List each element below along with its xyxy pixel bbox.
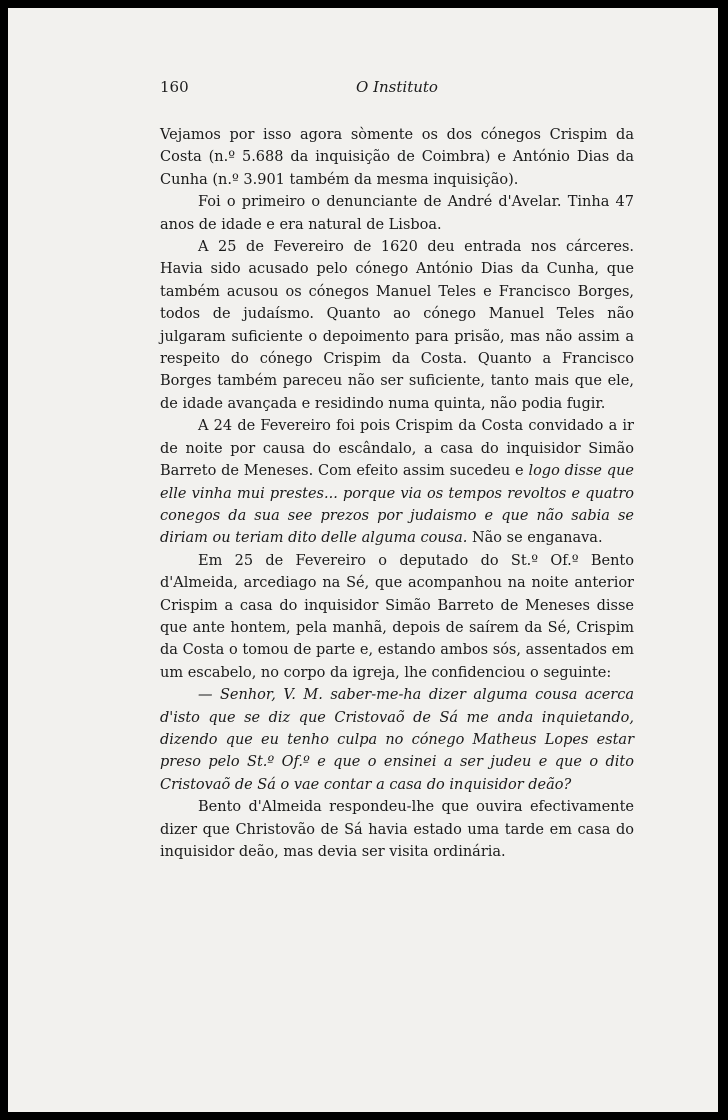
- paragraph-3: A 25 de Fevereiro de 1620 deu entrada nos cárceres. Havia sido acusado pelo cónego António Dias da Cunha, que também acusou os cónegos Manuel Teles e Francisco Borges, todos de judaísmo. Quanto ao cónego Manuel Teles não julgaram suficiente o depoimento para prisão, mas não assim a respeito do cónego Crispim da Costa. Quanto a Francisco Borges também pareceu não ser suficiente, tanto mais que ele, de idade avançada e residindo numa quinta, não podia fugir.: [160, 239, 634, 412]
- book-page: [8, 8, 718, 1112]
- paragraph-6: Bento d'Almeida respondeu-lhe que ouvira efectivamente dizer que Christovão de Sá havia estado uma tarde em casa do inquisidor deão, mas devia ser visita ordinária.: [160, 799, 634, 860]
- paragraph-2: Foi o primeiro o denunciante de André d'Avelar. Tinha 47 anos de idade e era natural de Lisboa.: [160, 194, 634, 233]
- paragraph-1: Vejamos por isso agora sòmente os dos cónegos Crispim da Costa (n.º 5.688 da inquisição de Coimbra) e António Dias da Cunha (n.º 3.901 também da mesma inquisição).: [160, 127, 634, 188]
- running-title: O Instituto: [356, 78, 438, 96]
- body-text: [160, 124, 634, 863]
- page-header: [160, 78, 634, 100]
- paragraph-4-italic-quote: logo disse que elle vinha mui prestes... porque via os tempos revoltos e quatro conegos da sua see prezos por judaismo e que não sabia se diriam ou teriam dito delle alguma cousa.: [160, 463, 634, 547]
- paragraph-4-end: Não se enganava.: [471, 530, 603, 547]
- paragraph-4-start: A 24 de Fevereiro foi pois Crispim da Costa convidado a ir de noite por causa do escândalo, a casa do inquisidor Simão Barreto de Meneses. Com efeito assim sucedeu e: [160, 418, 634, 480]
- paragraph-5: Em 25 de Fevereiro o deputado do St.º Of.º Bento d'Almeida, arcediago na Sé, que acompanhou na noite anterior Crispim a casa do inquisidor Simão Barreto de Meneses disse que ante hontem, pela manhã, depois de saírem da Sé, Crispim da Costa o tomou de parte e, estando ambos sós, assentados em um escabelo, no corpo da igreja, lhe confidenciou o seguinte:: [160, 552, 634, 681]
- paragraph-4: [160, 415, 634, 549]
- quoted-speech: — Senhor, V. M. saber-me-ha dizer alguma cousa acerca d'isto que se diz que Cristovaõ de Sá me anda inquietando, dizendo que eu tenho culpa no cónego Matheus Lopes estar preso pelo St.º Of.º e que o ensinei a ser judeu e que o dito Cristovaõ de Sá o vae contar a casa do inquisidor deão?: [160, 687, 634, 793]
- page-number: 160: [160, 78, 189, 96]
